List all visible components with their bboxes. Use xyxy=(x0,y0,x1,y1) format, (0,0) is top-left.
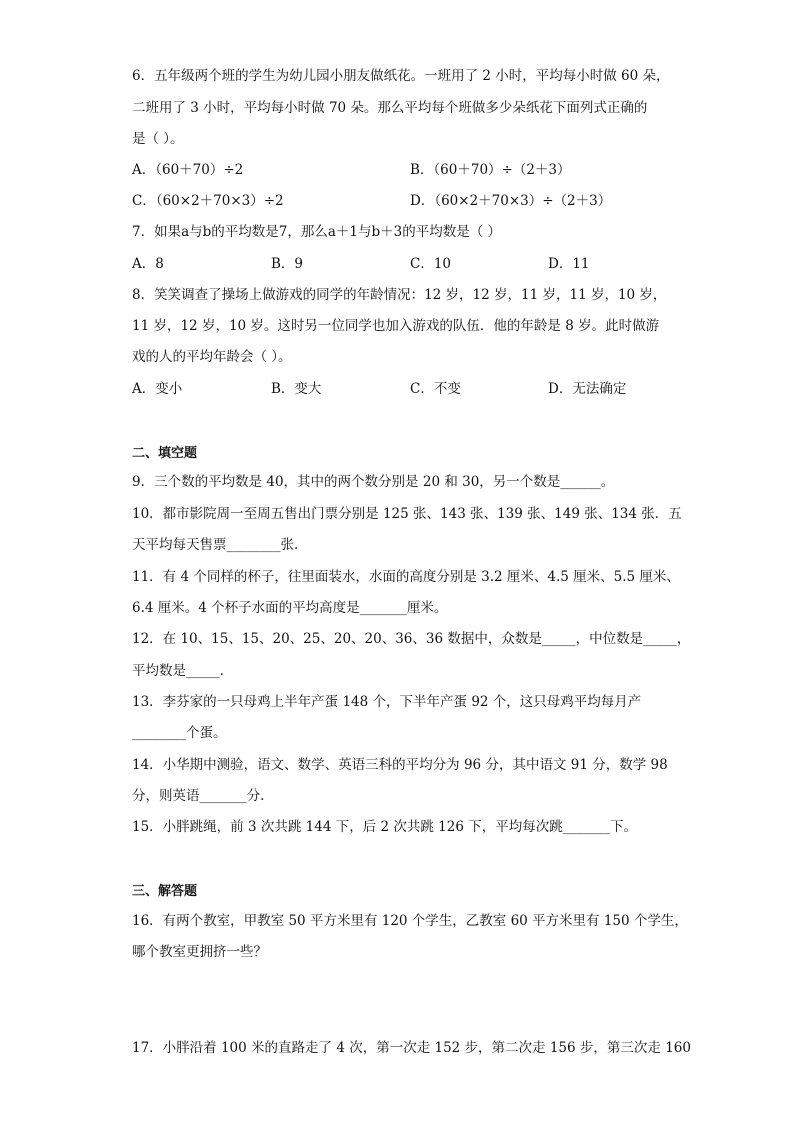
question-8-line-2: 11 岁，12 岁，10 岁。这时另一位同学也加入游戏的队伍．他的年龄是 8 岁。此时做游 xyxy=(132,318,660,334)
question-16-line-1: 16．有两个教室，甲教室 50 平方米里有 120 个学生，乙教室 60 平方米里有 150 个学生， xyxy=(132,913,688,929)
question-9-line-1: 9．三个数的平均数是 40，其中的两个数分别是 20 和 30，另一个数是______。 xyxy=(132,474,615,490)
question-12-line-1: 12．在 10、15、15、20、25、20、20、36、36 数据中，众数是_____，中位数是_____， xyxy=(132,631,691,647)
question-17-line-1: 17．小胖沿着 100 米的直路走了 4 次，第一次走 152 步，第二次走 156 步，第三次走 160 xyxy=(132,1040,691,1056)
question-6-option-c: C．（60×2＋70×3）÷2 xyxy=(132,193,284,209)
question-7-text: 7．如果a与b的平均数是7，那么a＋1与b＋3的平均数是（ ） xyxy=(132,224,502,240)
question-16-line-2: 哪个教室更拥挤一些？ xyxy=(132,944,267,960)
question-12-line-2: 平均数是_____． xyxy=(132,663,234,679)
question-6-option-b: B．（60＋70）÷（2＋3） xyxy=(410,162,571,178)
question-8-option-a: A．变小 xyxy=(132,381,183,397)
question-7-option-d: D．11 xyxy=(548,256,590,272)
question-8-line-3: 戏的人的平均年龄会（ ）。 xyxy=(132,349,292,365)
question-6-option-a: A．（60＋70）÷2 xyxy=(132,162,244,178)
question-10-line-2: 天平均每天售票________张． xyxy=(132,537,308,553)
question-11-line-1: 11．有 4 个同样的杯子，往里面装水，水面的高度分别是 3.2 厘米、4.5 厘米、5.5 厘米、 xyxy=(132,569,680,585)
question-8-line-1: 8．笑笑调查了操场上做游戏的同学的年龄情况：12 岁，12 岁，11 岁，11 岁，10 岁， xyxy=(132,287,667,303)
question-6-option-d: D．（60×2＋70×3）÷（2＋3） xyxy=(410,193,612,209)
question-6-line-1: 6．五年级两个班的学生为幼儿园小朋友做纸花。一班用了 2 小时，平均每小时做 60 朵， xyxy=(132,68,670,84)
question-7-option-a: A．8 xyxy=(132,256,164,272)
question-6-line-3: 是（ ）。 xyxy=(132,131,184,147)
section-3-heading: 三、解答题 xyxy=(132,884,198,899)
question-14-line-1: 14．小华期中测验，语文、数学、英语三科的平均分为 96 分，其中语文 91 分，数学 98 xyxy=(132,757,668,773)
question-8-option-c: C．不变 xyxy=(410,381,461,397)
question-14-line-2: 分，则英语_______分． xyxy=(132,788,274,804)
question-11-line-2: 6.4 厘米。4 个杯子水面的平均高度是_______厘米。 xyxy=(132,600,448,616)
question-6-line-2: 二班用了 3 小时，平均每小时做 70 朵。那么平均每个班做多少朵纸花下面列式正确的 xyxy=(132,100,648,116)
question-10-line-1: 10．都市影院周一至周五售出门票分别是 125 张、143 张、139 张、149 张、134 张．五 xyxy=(132,506,682,522)
question-7-option-b: B．9 xyxy=(271,256,304,272)
section-2-heading: 二、填空题 xyxy=(132,446,198,461)
question-15-line-1: 15．小胖跳绳，前 3 次共跳 144 下，后 2 次共跳 126 下，平均每次跳_______下。 xyxy=(132,819,637,835)
question-7-option-c: C．10 xyxy=(410,256,452,272)
question-8-option-b: B．变大 xyxy=(271,381,322,397)
question-8-option-d: D．无法确定 xyxy=(548,381,627,397)
question-13-line-1: 13．李芬家的一只母鸡上半年产蛋 148 个，下半年产蛋 92 个，这只母鸡平均每月产 xyxy=(132,694,642,710)
question-13-line-2: ________个蛋。 xyxy=(132,725,227,741)
